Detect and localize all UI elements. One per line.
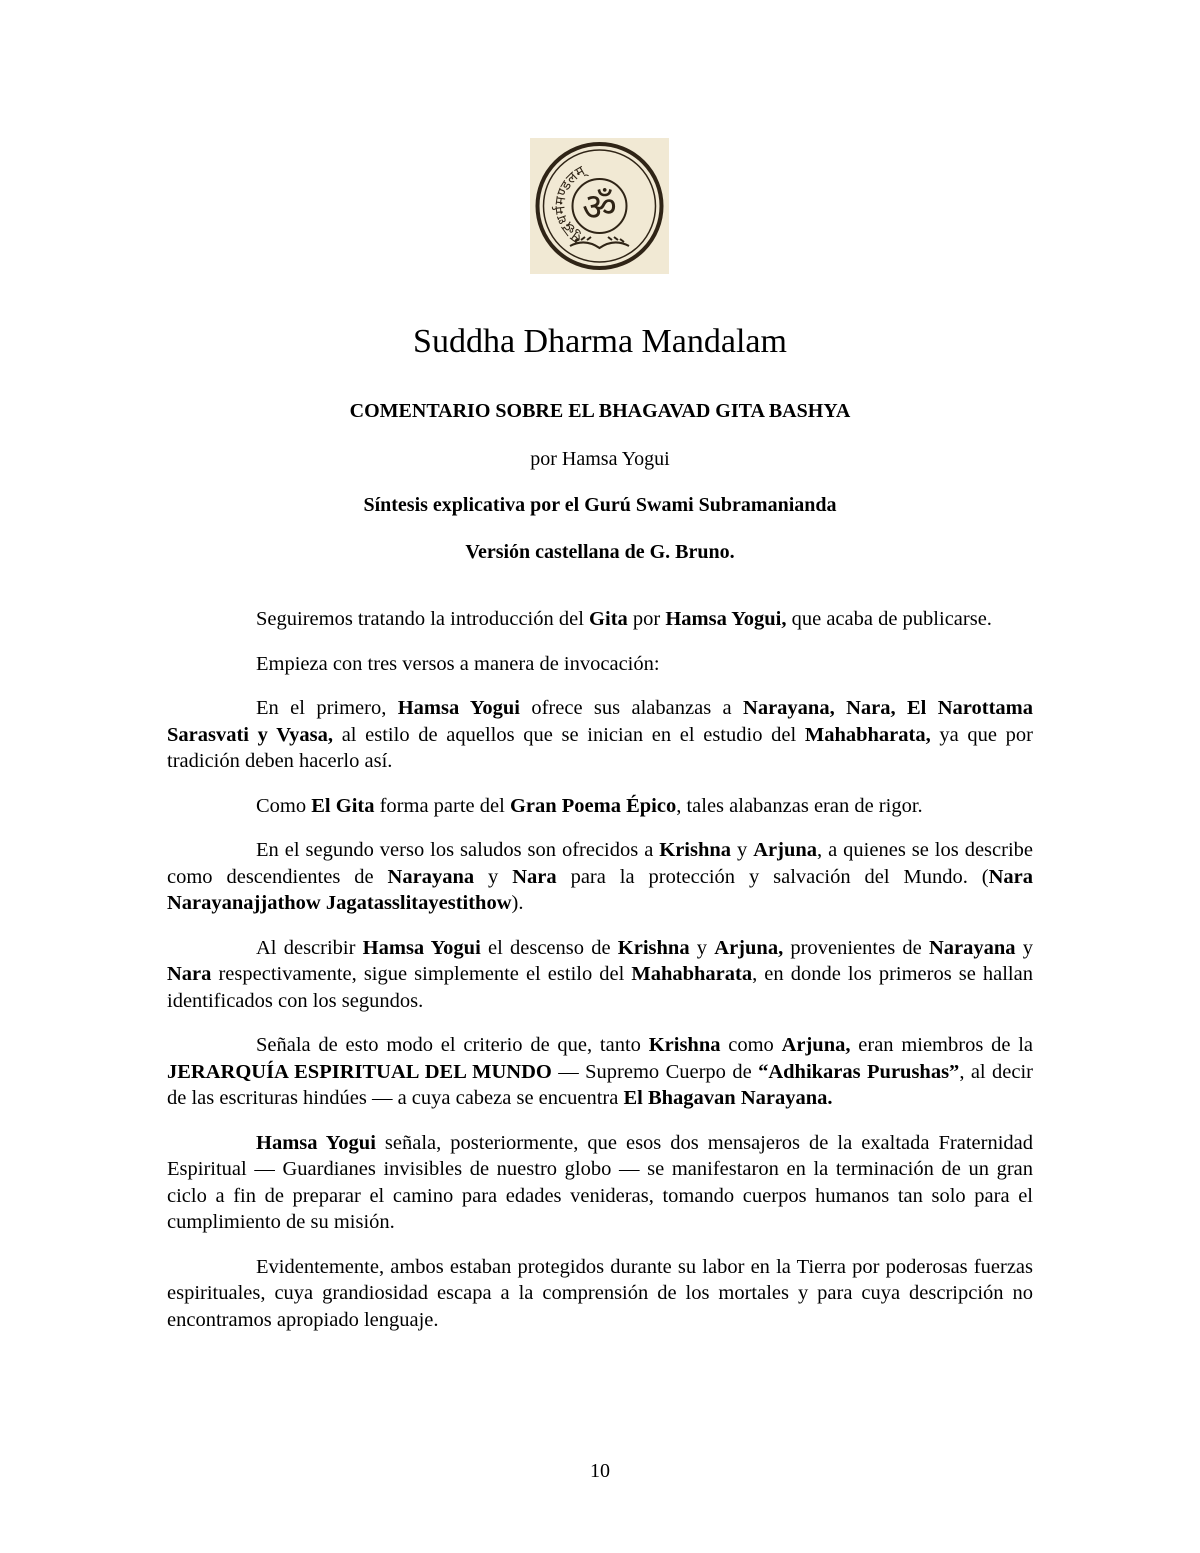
text-run: Seguiremos tratando la introducción del xyxy=(256,608,590,630)
bold-text: Hamsa Yogui xyxy=(362,936,481,959)
text-run: Evidentemente, ambos estaban protegidos durante su labor en la Tierra por poderosas fuerzas espirituales, cuya grandiosidad escapa a la comprensión de los mortales y para cuya descripción no encontramos apropiado lenguaje. xyxy=(167,1255,1033,1331)
text-run: el descenso de xyxy=(480,936,618,959)
om-seal-logo xyxy=(530,138,669,274)
paragraph xyxy=(167,793,1033,820)
text-run: por xyxy=(627,608,666,630)
om-seal-icon xyxy=(530,138,669,274)
text-run: Al describir xyxy=(256,936,363,959)
bold-text: El Gita xyxy=(311,794,375,817)
bold-text: Nara xyxy=(512,865,557,888)
text-run: que acaba de publicarse. xyxy=(786,608,992,630)
text-run: , en donde los primeros se hallan identificados con los segundos. xyxy=(167,963,1033,1012)
text-run: respectivamente, sigue simplemente el estilo del xyxy=(211,963,632,985)
text-run: como xyxy=(720,1034,782,1056)
text-run: — Supremo Cuerpo de xyxy=(551,1060,759,1083)
bold-text: Gita xyxy=(589,608,628,630)
bold-text: Narayana xyxy=(387,865,475,888)
text-run: ya que por tradición deben hacerlo así. xyxy=(167,723,1033,772)
text-run: eran miembros de la xyxy=(850,1034,1033,1056)
author-line: por Hamsa Yogui xyxy=(530,448,670,470)
text-run: y xyxy=(474,865,513,888)
bold-text: Krishna xyxy=(617,936,690,959)
text-run: Señala de esto modo el criterio de que, tanto xyxy=(256,1034,649,1056)
bold-text: JERARQUÍA ESPIRITUAL DEL MUNDO xyxy=(167,1060,552,1083)
text-run: , al decir de las escrituras hindúes — a cuya cabeza se encuentra xyxy=(167,1060,1034,1109)
text-run: para la protección y salvación del Mundo. ( xyxy=(556,865,989,888)
text-run: ofrece sus alabanzas a xyxy=(519,697,744,719)
bold-text: Mahabharata xyxy=(631,963,753,985)
text-run: y xyxy=(689,936,715,959)
bold-text: Gran Poema Épico xyxy=(509,794,677,817)
synthesis-line: Síntesis explicativa por el Gurú Swami Subramanianda xyxy=(363,494,837,516)
bold-text: Mahabharata, xyxy=(804,723,931,746)
bold-text: Hamsa Yogui xyxy=(256,1131,376,1154)
paragraph xyxy=(167,651,1033,678)
paragraph xyxy=(167,1254,1033,1334)
text-run: , a quienes se los describe como descendientes de xyxy=(167,839,1033,888)
bold-text: “Adhikaras Purushas” xyxy=(758,1060,960,1083)
paragraph xyxy=(167,606,1033,633)
bold-text: Nara xyxy=(167,963,212,985)
text-run: ). xyxy=(511,892,524,914)
text-run: Empieza con tres versos a manera de invocación: xyxy=(256,652,660,675)
bold-text: Narayana xyxy=(928,936,1016,959)
page-title: Suddha Dharma Mandalam xyxy=(413,323,787,360)
seal-ring-text: सुद्धधर्ममण्डलम् xyxy=(552,163,588,247)
bold-text: Hamsa Yogui, xyxy=(665,608,787,630)
translation-line: Versión castellana de G. Bruno. xyxy=(465,541,735,563)
bold-text: Krishna xyxy=(659,839,732,861)
text-run: señala, posteriormente, que esos dos mensajeros de la exaltada Fraternidad Espiritual — Guardianes invisibles de nuestro globo — se manifestaron en la terminación de un gran ciclo a fin de preparar el camino para edades venideras, tomando cuerpos humanos tan solo para el cumplimiento de su misión. xyxy=(167,1131,1033,1233)
text-run: Como xyxy=(256,794,312,817)
bold-text: Narayana, Nara, El Narottama Sarasvati y Vyasa, xyxy=(167,697,1033,746)
paragraph xyxy=(167,837,1033,917)
bold-text: Arjuna xyxy=(753,839,818,861)
bold-text: Hamsa Yogui xyxy=(397,697,520,719)
paragraph xyxy=(167,935,1033,1015)
paragraph xyxy=(167,1130,1033,1236)
page-number: 10 xyxy=(590,1460,610,1482)
text-run: provenientes de xyxy=(783,936,929,959)
bold-text: El Bhagavan Narayana. xyxy=(623,1087,833,1109)
bold-text: Arjuna, xyxy=(714,936,784,959)
text-run: y xyxy=(731,839,754,861)
bold-text: Nara Narayanajjathow Jagatasslitayestithow xyxy=(167,865,1034,914)
text-run: y xyxy=(1015,936,1034,959)
text-run: , tales alabanzas eran de rigor. xyxy=(676,794,923,817)
text-run: En el segundo verso los saludos son ofrecidos a xyxy=(256,839,660,861)
body-text xyxy=(167,606,1033,1351)
paragraph xyxy=(167,695,1033,775)
document-heading: COMENTARIO SOBRE EL BHAGAVAD GITA BASHYA xyxy=(349,400,851,422)
text-run: En el primero, xyxy=(256,697,398,719)
text-run: al estilo de aquellos que se inician en el estudio del xyxy=(333,723,805,746)
om-symbol: ॐ xyxy=(582,185,617,229)
paragraph xyxy=(167,1032,1033,1112)
bold-text: Krishna xyxy=(648,1034,721,1056)
text-run: forma parte del xyxy=(374,794,510,817)
bold-text: Arjuna, xyxy=(781,1034,851,1056)
